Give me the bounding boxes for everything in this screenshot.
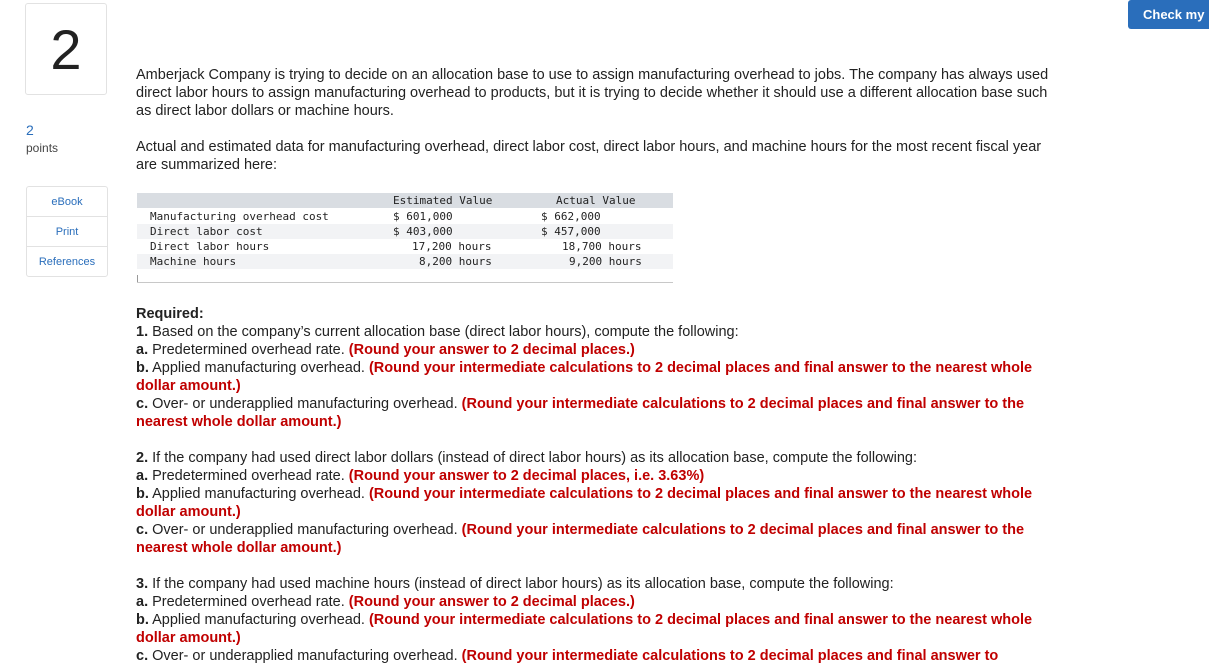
q1-prompt — [136, 323, 1066, 341]
points-label: points — [26, 141, 59, 155]
q2-c-text: Over- or underapplied manufacturing overhead. — [148, 522, 462, 538]
q3-b-note: (Round your intermediate calculations to 2 decimal places and final answer to the nearest whole dollar amount.) — [136, 612, 1033, 646]
q2-a-label: a. — [136, 468, 149, 484]
q1-part-b — [136, 359, 1066, 395]
table-header-row — [137, 193, 673, 208]
intro-text — [136, 66, 1056, 174]
row-label: Machine hours — [150, 255, 237, 268]
q3-c-label: c. — [136, 648, 149, 664]
q1-text: Based on the company’s current allocation base (direct labor hours), compute the following: — [148, 324, 739, 340]
q3-prompt — [136, 575, 1066, 593]
q3-b-label: b. — [136, 612, 149, 628]
q1-number: 1. — [136, 324, 149, 340]
ebook-link[interactable]: eBook — [27, 187, 107, 217]
q2-part-b — [136, 485, 1066, 521]
q3-part-c — [136, 647, 1066, 665]
q1-b-note: (Round your intermediate calculations to 2 decimal places and final answer to the nearest whole dollar amount.) — [136, 360, 1033, 394]
row-actual: $ 457,000 — [541, 225, 601, 238]
required-section — [136, 305, 1066, 665]
table-row — [137, 209, 673, 224]
header-estimated: Estimated Value — [393, 194, 493, 207]
print-link[interactable]: Print — [27, 217, 107, 247]
q3-text: If the company had used machine hours (instead of direct labor hours) as its allocation base, compute the following: — [148, 576, 894, 592]
row-label: Direct labor cost — [150, 225, 263, 238]
check-my-work-button[interactable]: Check my — [1128, 0, 1209, 29]
tools-panel — [26, 186, 108, 277]
q2-c-note: (Round your intermediate calculations to 2 decimal places and final answer to the nearest whole dollar amount.) — [136, 522, 1025, 556]
q1-part-a — [136, 341, 1066, 359]
q3-a-text: Predetermined overhead rate. — [148, 594, 349, 610]
table-row — [137, 239, 673, 254]
q2-text: If the company had used direct labor dollars (instead of direct labor hours) as its allocation base, compute the following: — [148, 450, 918, 466]
q3-a-note: (Round your answer to 2 decimal places.) — [348, 594, 635, 610]
row-label: Manufacturing overhead cost — [150, 210, 329, 223]
q2-b-label: b. — [136, 486, 149, 502]
q2-part-c — [136, 521, 1066, 557]
q3-b-text: Applied manufacturing overhead. — [148, 612, 369, 628]
q2-a-note: (Round your answer to 2 decimal places, i.e. 3.63%) — [348, 468, 705, 484]
q2-prompt — [136, 449, 1066, 467]
question-number: 2 — [25, 3, 107, 95]
intro-paragraph-2: Actual and estimated data for manufacturing overhead, direct labor cost, direct labor hours, and machine hours for the most recent fiscal year are summarized here: — [136, 139, 1042, 173]
row-actual: 9,200 hours — [569, 255, 642, 268]
q1-c-label: c. — [136, 396, 149, 412]
q1-a-note: (Round your answer to 2 decimal places.) — [348, 342, 635, 358]
q2-a-text: Predetermined overhead rate. — [148, 468, 349, 484]
required-title: Required: — [136, 306, 204, 322]
table-row — [137, 254, 673, 269]
q2-part-a — [136, 467, 1066, 485]
q3-number: 3. — [136, 576, 149, 592]
q3-c-text: Over- or underapplied manufacturing overhead. — [148, 648, 462, 664]
q1-part-c — [136, 395, 1066, 431]
row-estimated: $ 403,000 — [393, 225, 453, 238]
row-actual: $ 662,000 — [541, 210, 601, 223]
q1-a-label: a. — [136, 342, 149, 358]
q1-c-text: Over- or underapplied manufacturing overhead. — [148, 396, 462, 412]
q2-b-note: (Round your intermediate calculations to 2 decimal places and final answer to the nearest whole dollar amount.) — [136, 486, 1033, 520]
data-table — [137, 193, 673, 283]
q3-c-note: (Round your intermediate calculations to 2 decimal places and final answer to — [461, 648, 999, 664]
q2-c-label: c. — [136, 522, 149, 538]
row-actual: 18,700 hours — [562, 240, 642, 253]
q3-a-label: a. — [136, 594, 149, 610]
q1-c-note: (Round your intermediate calculations to 2 decimal places and final answer to the nearest whole dollar amount.) — [136, 396, 1025, 430]
table-scroll-marker — [137, 275, 138, 282]
q1-a-text: Predetermined overhead rate. — [148, 342, 349, 358]
q3-part-b — [136, 611, 1066, 647]
row-estimated: 17,200 hours — [412, 240, 492, 253]
q1-b-text: Applied manufacturing overhead. — [148, 360, 369, 376]
points-value: 2 — [26, 122, 34, 138]
q2-number: 2. — [136, 450, 149, 466]
row-label: Direct labor hours — [150, 240, 270, 253]
table-row — [137, 224, 673, 239]
intro-paragraph-1: Amberjack Company is trying to decide on an allocation base to use to assign manufacturing overhead to jobs. The company has always used direct labor hours to assign manufacturing overhead to products, but it is trying to decide whether it should use a different allocation base such as direct labor dollars or machine hours. — [136, 67, 1049, 119]
references-link[interactable]: References — [38, 255, 96, 268]
q1-b-label: b. — [136, 360, 149, 376]
q3-part-a — [136, 593, 1066, 611]
row-estimated: 8,200 hours — [419, 255, 492, 268]
header-actual: Actual Value — [556, 194, 636, 207]
row-estimated: $ 601,000 — [393, 210, 453, 223]
q2-b-text: Applied manufacturing overhead. — [148, 486, 369, 502]
